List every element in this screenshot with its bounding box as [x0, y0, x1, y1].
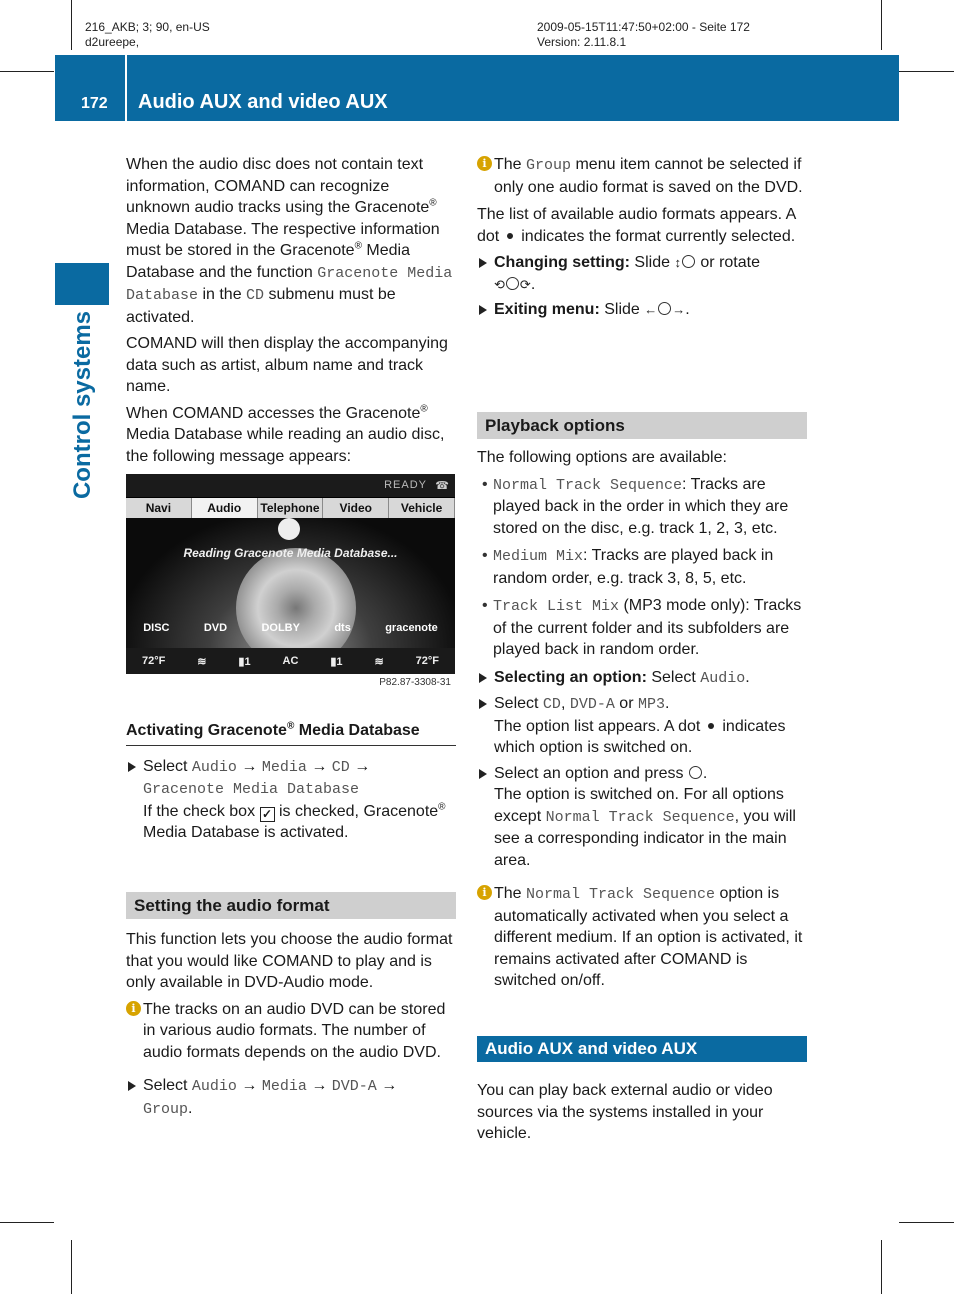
subheading-activating: Activating Gracenote® Media Database [126, 720, 456, 746]
slide-right-icon: → [672, 302, 686, 317]
press-controller-icon [689, 766, 702, 779]
step-select-source: Select CD, DVD-A or MP3. The option list appears. A dot indicates which option is switched on. [477, 693, 807, 759]
right-column [477, 154, 807, 325]
header-divider [125, 55, 127, 121]
crop-mark [0, 71, 54, 72]
step-selecting-option: Selecting an option: Select Audio. [477, 667, 807, 690]
crop-mark [0, 1222, 54, 1223]
info-icon: i [477, 156, 492, 171]
crop-mark [881, 1240, 882, 1294]
step-select-format: Select Audio → Media → DVD-A → Group. [126, 1075, 456, 1120]
meta-line: 2009-05-15T11:47:50+02:00 - Seite 172 [537, 20, 750, 34]
step-exiting-menu: Exiting menu: Slide ← →. [477, 299, 807, 321]
side-label [54, 310, 112, 500]
screen-logos [126, 608, 455, 648]
paragraph: You can play back external audio or video sources via the systems installed in your vehicle. [477, 1082, 773, 1142]
phone-icon: ☎ [435, 480, 449, 492]
temp-right: 72°F [415, 655, 439, 667]
seat-icon: ▮1 [238, 655, 251, 668]
meta-line: Version: 2.11.8.1 [537, 35, 627, 49]
left-column-format [126, 892, 456, 1124]
slide-left-icon: ← [644, 302, 658, 317]
right-column-aux [477, 1036, 807, 1150]
comand-screen-image [126, 474, 455, 692]
dvd-logo: DVD [203, 622, 228, 634]
temp-left: 72°F [141, 655, 166, 667]
paragraph: When COMAND accesses the Gracenote® Media Database while reading an audio disc, the following message appears: [126, 403, 445, 465]
meta-line: d2ureepe, [85, 35, 140, 49]
info-note: i The Group menu item cannot be selected if only one audio format is saved on the DVD. [477, 154, 807, 198]
dolby-logo: DOLBY [261, 622, 300, 634]
step-press-option: Select an option and press . The option is switched on. For all options except Normal Track Sequence, you will see a corresponding indicator in the main area. [477, 763, 807, 872]
ac-label: AC [282, 655, 299, 667]
paragraph: When the audio disc does not contain text information, COMAND can recognize unknown audio tracks using the Gracenote® Media Database. The respective information must be stored in the Gracenote® Media Database and the function Gracenote Media Database in the CD submenu must be activated. [126, 156, 453, 326]
disc-logo: DISC [143, 622, 170, 634]
side-label-text: Control systems [69, 310, 96, 500]
right-column-playback [477, 412, 807, 998]
dts-logo: dts [334, 622, 351, 634]
checkbox-checked-icon: ✓ [260, 807, 275, 822]
dot-icon [708, 723, 714, 729]
info-icon: i [126, 1001, 141, 1016]
controller-icon [682, 255, 695, 268]
crop-mark [899, 1222, 954, 1223]
screen-status-bar [126, 474, 455, 497]
screen-tab-vehicle: Vehicle [389, 498, 455, 518]
left-column-lower [126, 720, 456, 848]
screen-status: READY [384, 479, 427, 491]
option-medium-mix: • Medium Mix: Tracks are played back in random order, e.g. track 3, 8, 5, etc. [477, 545, 807, 589]
meta-line: 216_AKB; 3; 90, en-US [85, 20, 210, 34]
paragraph: The following options are available: [477, 449, 727, 466]
fan-icon: ≋ [197, 655, 207, 668]
page-number: 172 [81, 95, 108, 112]
screen-tab-telephone: Telephone [258, 498, 324, 518]
print-meta-left [85, 20, 210, 50]
info-icon: i [477, 885, 492, 900]
rotate-icon: ⟲ [494, 276, 505, 292]
option-normal-track-sequence: • Normal Track Sequence: Tracks are played back in the order in which they are stored on the disc, e.g. track 1, 2, 3, etc. [477, 474, 807, 540]
screen-tab-navi: Navi [126, 498, 192, 518]
crop-mark [71, 1240, 72, 1294]
page-title: Audio AUX and video AUX [138, 91, 388, 113]
info-note: i The tracks on an audio DVD can be stored in various audio formats. The number of audio formats depends on the audio DVD. [126, 999, 456, 1064]
section-heading-audio-format: Setting the audio format [126, 892, 456, 919]
slide-up-down-icon: ↕ [674, 255, 681, 270]
paragraph: COMAND will then display the accompanying data such as artist, album name and track name. [126, 335, 448, 395]
screen-climate-bar [126, 648, 455, 674]
crop-mark [881, 0, 882, 50]
controller-icon [506, 277, 519, 290]
gracenote-logo: gracenote [385, 622, 438, 634]
step-activate: Select Audio → Media → CD → Gracenote Media Database If the check box ✓ is checked, Gracenote® Media Database is activated. [126, 756, 456, 844]
step-changing-setting: Changing setting: Slide ↕ or rotate ⟲ ⟳. [477, 252, 807, 295]
screen-tabs [126, 498, 455, 518]
fan-icon: ≋ [374, 655, 384, 668]
screen-tab-audio: Audio [192, 498, 258, 518]
page-header [55, 55, 899, 121]
controller-icon [658, 302, 671, 315]
side-tab-marker [55, 263, 109, 305]
paragraph: The list of available audio formats appears. A dot indicates the format currently selected. [477, 206, 796, 245]
section-heading-aux: Audio AUX and video AUX [477, 1036, 807, 1062]
screen-tab-video: Video [323, 498, 389, 518]
crop-mark [71, 0, 72, 50]
info-note: i The Normal Track Sequence option is automatically activated when you select a different medium. If an option is activated, it remains activated after COMAND is switched on/off. [477, 883, 807, 992]
option-track-list-mix: • Track List Mix (MP3 mode only): Tracks of the current folder and its subfolders are played back in random order. [477, 595, 807, 661]
screen-message: Reading Gracenote Media Database... [183, 546, 398, 560]
section-heading-playback: Playback options [477, 412, 807, 439]
seat-icon: ▮1 [330, 655, 343, 668]
crop-mark [899, 71, 954, 72]
progress-icon [278, 518, 300, 540]
print-meta-right [537, 20, 750, 50]
paragraph: This function lets you choose the audio format that you would like COMAND to play and is only available in DVD-Audio mode. [126, 931, 453, 991]
left-column [126, 154, 456, 472]
dot-icon [507, 233, 513, 239]
image-code: P82.87-3308-31 [126, 674, 455, 692]
rotate-icon: ⟳ [519, 276, 531, 292]
